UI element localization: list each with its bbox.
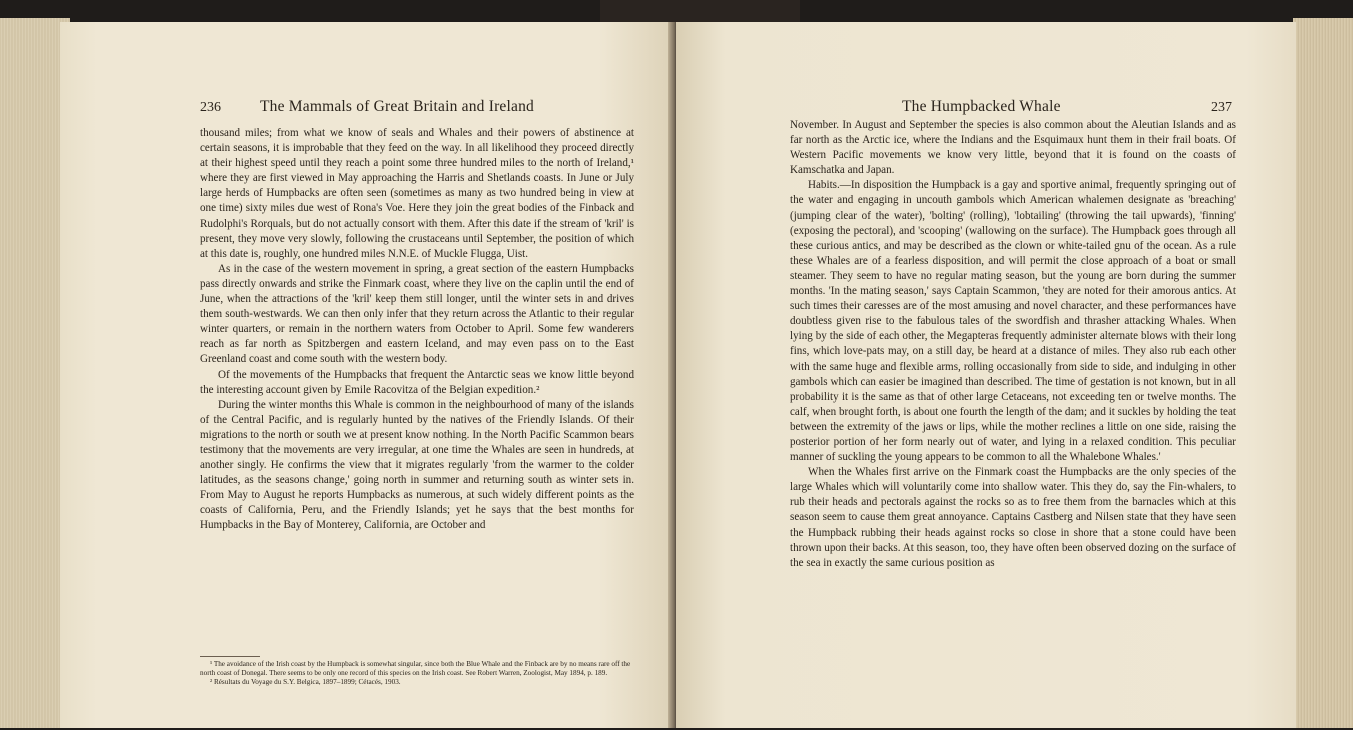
- left-paragraph-3: Of the movements of the Humpbacks that frequent the Antarctic seas we know little beyond the interesting account given by Emile Racovitza of the Belgian expedition.²: [200, 368, 634, 396]
- right-paragraph-1: November. In August and September the species is also common about the Aleutian Islands and as far north as the Arctic ice, where the Indians and the Esquimaux hunt them in their frail boats. Of Western Pacific movements we know very little, beyond that it is found on the coasts of Kamschatka and Japan.: [790, 119, 1236, 177]
- footnote-1: ¹ The avoidance of the Irish coast by the Humpback is somewhat singular, since both the Blue Whale and the Finback are by no means rare off the north coast of Donegal. There seems to be only one record of this species on the Irish coast. See Robert Warren, Zoologist, May 1894, p. 189.: [200, 660, 631, 678]
- left-paragraph-1: thousand miles; from what we know of seals and Whales and their powers of abstinence at certain seasons, it is improbable that they feed on the way. In all likelihood they proceed directly at their highest speed until they reach a point some three hundred miles to the north of Ireland,¹ where they are first viewed in May approaching the Harris and Shetlands coasts. In June or July large herds of Humpbacks are often seen (sometimes as many as two hundred being in view at one time) sixty miles due west of Rona's Voe. Here they join the great bodies of the Finback and Rudolphi's Rorquals, but do not actually consort with them. After this date if the stream of 'kril' is present, they move very slowly, following the crustaceans until September, the position of which at this date is, roughly, one hundred miles N.N.E. of Muckle Flugga, Uist.: [200, 127, 634, 260]
- left-running-head: The Mammals of Great Britain and Ireland: [260, 98, 534, 115]
- left-paragraph-4: During the winter months this Whale is common in the neighbourhood of many of the islands of the Central Pacific, and is regularly hunted by the natives of the Friendly Islands. Of their migrations to the north or south we at present know nothing. In the North Pacific Scammon bears testimony that the movements are very irregular, at one time the Whales are seen in hundreds, at another singly. He confirms the view that it migrates regularly 'from the warmer to the colder latitudes, as the seasons change,' going north in summer and returning south as winter sets in. From May to August he reports Humpbacks as numerous, at such widely different points as the coasts of California, Peru, and the Friendly Islands; yet he says that the best months for Humpbacks in the Bay of Monterey, California, are October and: [200, 398, 634, 532]
- background-top: [600, 0, 800, 22]
- left-page-number: 236: [200, 100, 221, 115]
- right-paragraph-2: Habits.—In disposition the Humpback is a gay and sportive animal, frequently springing out of the water and engaging in uncouth gambols which American whalemen designate as 'breaching' (jumping clear of the water), 'bolting' (rolling), 'lobtailing' (throwing the tail upwards), 'finning' (exposing the pectoral), and 'scooping' (wallowing on the surface). The Humpback goes through all these curious antics, and may be described as the clown or white-tailed gnu of the ocean. As a rule these Whales are of a fearless disposition, and will permit the close approach of a boat or small steamer. They seem to have no regular mating season, but the young are born during the summer months. 'In the mating season,' says Captain Scammon, 'they are noted for their amorous antics. At such times their caresses are of the most amusing and novel character, and these performances have doubtless given rise to the fabulous tales of the swordfish and thrasher attacking Whales. When lying by the side of each other, the Megapteras frequently administer alternate blows with their long fins, which love-pats may, on a still day, be heard at a distance of miles. They also rub each other with the same huge and flexible arms, rolling occasionally from side to side, and indulging in other gambols which can easier be imagined than described. The time of gestation is not known, but in all probability it is the same as that of other large Cetaceans, not exceeding ten or twelve months. The calf, when brought forth, is about one fourth the length of the dam; and it suckles by holding the teat between the extremity of the jaws or lips, while the mother reclines a little on one side, raising the posterior portion of her form nearly out of water, and lying in a relaxed condition. This peculiar manner of suckling the young appears to be common to all the Whalebone Whales.': [790, 179, 1236, 464]
- left-page: [60, 22, 672, 728]
- footnote-2: ² Résultats du Voyage du S.Y. Belgica, 1897–1899; Cétacés, 1903.: [210, 678, 401, 687]
- right-page-number: 237: [1211, 100, 1232, 115]
- right-paragraph-3: When the Whales first arrive on the Finmark coast the Humpbacks are the only species of the large Whales which will voluntarily come into shallow water. This they do, say the Fin-whalers, to rub their heads and pectorals against the rocks so as to free them from the barnacles which at this season seem to cause them great annoyance. Captains Castberg and Nilsen state that they have seen the Humpback rubbing their heads against rocks so close in shore that a stone could have been thrown upon their backs. At this season, too, they have often been observed dozing on the surface of the sea in exactly the same curious position as: [790, 466, 1236, 569]
- right-body-text: [790, 118, 1236, 571]
- left-body-text: [200, 126, 634, 534]
- right-page-edges: [1293, 18, 1353, 728]
- footnote-rule: [200, 656, 260, 657]
- right-page: [676, 22, 1296, 728]
- left-footnotes: [200, 660, 634, 688]
- left-paragraph-2: As in the case of the western movement in spring, a great section of the eastern Humpbacks pass directly onwards and strike the Finmark coast, where they live on the caplin until the end of June, when the attractions of the 'kril' keep them still longer, until the winter sets in and drives them south-westwards. We can then only infer that they return across the Atlantic to their regular winter quarters, or remain in the northern waters from October to April. Some few wanderers reach as far north as Spitzbergen and eastern Iceland, and may even pass on to the East Greenland coast and come south with the western body.: [200, 262, 634, 366]
- right-running-head: The Humpbacked Whale: [902, 98, 1061, 115]
